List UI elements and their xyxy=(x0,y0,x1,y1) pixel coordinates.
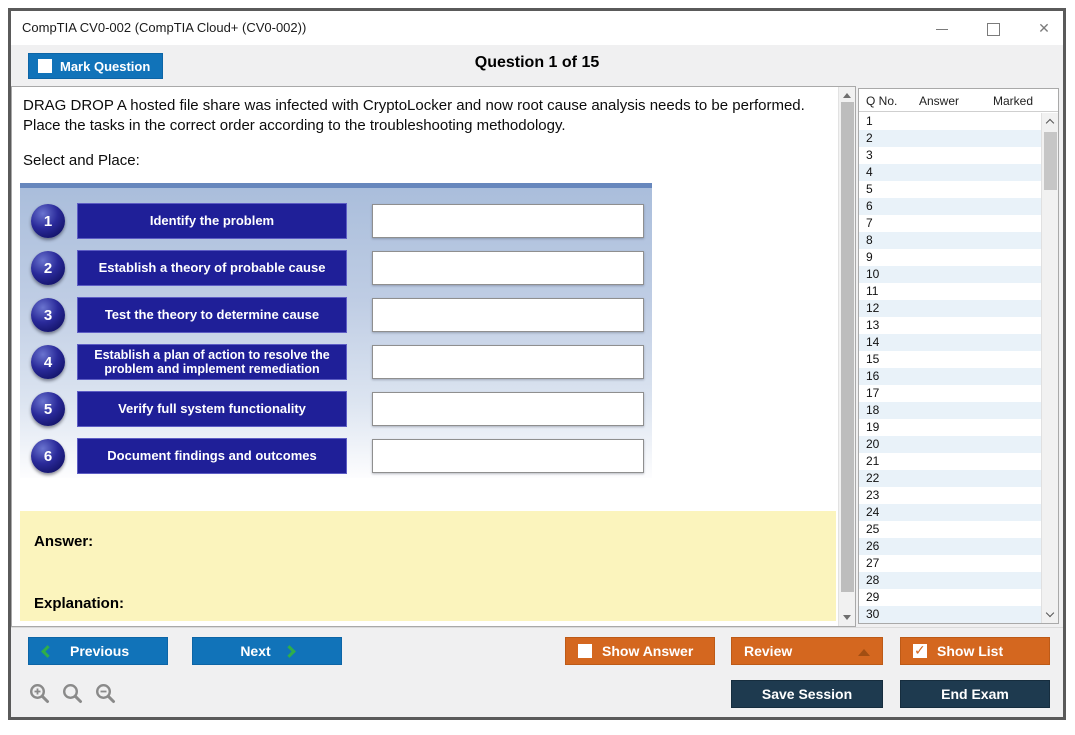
chevron-left-icon xyxy=(41,645,54,658)
question-list-row[interactable] xyxy=(859,487,1041,504)
drop-target[interactable] xyxy=(372,439,644,473)
question-number: 4 xyxy=(866,165,873,179)
previous-button[interactable] xyxy=(28,637,168,665)
drop-target[interactable] xyxy=(372,251,644,285)
drag-drop-row xyxy=(20,344,652,380)
zoom-in-icon[interactable] xyxy=(28,682,52,706)
zoom-reset-icon[interactable] xyxy=(61,682,85,706)
question-list-row[interactable] xyxy=(859,538,1041,555)
window-title: CompTIA CV0-002 (CompTIA Cloud+ (CV0-002)) xyxy=(22,20,307,35)
question-list-row[interactable] xyxy=(859,215,1041,232)
question-counter: Question 1 of 15 xyxy=(474,54,600,71)
item-number-badge: 6 xyxy=(31,439,65,473)
scroll-up-icon[interactable] xyxy=(1046,119,1054,127)
question-list-row[interactable] xyxy=(859,232,1041,249)
question-number: 16 xyxy=(866,369,880,383)
drop-target[interactable] xyxy=(372,345,644,379)
end-exam-label: End Exam xyxy=(941,686,1009,702)
question-list-row[interactable] xyxy=(859,351,1041,368)
item-number-badge: 5 xyxy=(31,392,65,426)
question-number: 19 xyxy=(866,420,880,434)
drop-target[interactable] xyxy=(372,392,644,426)
question-number: 11 xyxy=(866,284,879,298)
drag-drop-row xyxy=(20,438,652,474)
drag-drop-row xyxy=(20,297,652,333)
question-list-scrollbar[interactable] xyxy=(1041,113,1058,623)
question-list-rows xyxy=(859,113,1041,623)
previous-label: Previous xyxy=(70,643,130,659)
question-number: 23 xyxy=(866,488,880,502)
question-number: 3 xyxy=(866,148,873,162)
drag-source-item[interactable]: Verify full system functionality xyxy=(77,391,347,427)
zoom-controls xyxy=(28,682,118,706)
show-list-checkbox[interactable] xyxy=(913,644,927,658)
question-list-row[interactable] xyxy=(859,504,1041,521)
drag-source-item[interactable]: Document findings and outcomes xyxy=(77,438,347,474)
column-header-marked: Marked xyxy=(992,94,1033,108)
question-number: 8 xyxy=(866,233,873,247)
question-number: 21 xyxy=(866,454,880,468)
question-number: 27 xyxy=(866,556,880,570)
show-answer-label: Show Answer xyxy=(602,643,694,659)
question-text: DRAG DROP A hosted file share was infected with CryptoLocker and now root cause analysis needs to be performed. Place the tasks in the correct order according to the troubleshooting methodology. xyxy=(23,97,805,134)
question-number: 9 xyxy=(866,250,873,264)
answer-label: Answer: xyxy=(34,533,94,550)
drag-drop-area xyxy=(20,183,652,478)
question-number: 5 xyxy=(866,182,873,196)
show-list-button[interactable] xyxy=(900,637,1050,665)
explanation-label: Explanation: xyxy=(34,595,125,612)
question-list-row[interactable] xyxy=(859,249,1041,266)
question-list-panel xyxy=(858,88,1059,624)
question-number: 26 xyxy=(866,539,880,553)
select-and-place-label: Select and Place: xyxy=(23,152,140,169)
question-list-row[interactable] xyxy=(859,317,1041,334)
main-area xyxy=(11,86,1063,627)
question-number: 1 xyxy=(866,114,873,128)
column-header-answer: Answer xyxy=(918,94,959,108)
drag-source-item[interactable]: Test the theory to determine cause xyxy=(77,297,347,333)
review-label: Review xyxy=(744,643,793,659)
question-number: 18 xyxy=(866,403,880,417)
question-list-row[interactable] xyxy=(859,419,1041,436)
question-list-row[interactable] xyxy=(859,164,1041,181)
review-dropdown[interactable] xyxy=(731,637,883,665)
mark-question-button[interactable] xyxy=(28,53,163,79)
show-answer-checkbox[interactable] xyxy=(578,644,592,658)
app-window xyxy=(8,8,1066,720)
question-list-row[interactable] xyxy=(859,113,1041,130)
question-list-row[interactable] xyxy=(859,130,1041,147)
drag-source-item[interactable]: Establish a plan of action to resolve the problem and implement remediation xyxy=(77,344,347,380)
item-number-badge: 1 xyxy=(31,204,65,238)
question-list-header xyxy=(859,89,1058,112)
question-number: 7 xyxy=(866,216,873,230)
item-number-badge: 3 xyxy=(31,298,65,332)
mark-question-label: Mark Question xyxy=(60,58,151,74)
question-list-row[interactable] xyxy=(859,470,1041,487)
column-header-qno: Q No. xyxy=(866,94,898,108)
item-number-badge: 2 xyxy=(31,251,65,285)
question-number: 22 xyxy=(866,471,880,485)
question-list-row[interactable] xyxy=(859,385,1041,402)
drag-drop-top-bar xyxy=(20,183,652,188)
question-number: 14 xyxy=(866,335,880,349)
window-controls xyxy=(935,11,1051,45)
question-number: 28 xyxy=(866,573,880,587)
show-answer-button[interactable] xyxy=(565,637,715,665)
question-panel xyxy=(11,86,856,627)
drop-target[interactable] xyxy=(372,204,644,238)
next-label: Next xyxy=(240,643,271,659)
question-number: 2 xyxy=(866,131,873,145)
end-exam-button[interactable] xyxy=(900,680,1050,708)
minimize-icon[interactable] xyxy=(935,21,949,35)
question-number: 17 xyxy=(866,386,880,400)
answer-section xyxy=(20,511,836,621)
question-list-row[interactable] xyxy=(859,181,1041,198)
scroll-up-icon[interactable] xyxy=(843,93,851,98)
question-list-row[interactable] xyxy=(859,606,1041,623)
show-list-label: Show List xyxy=(937,643,1004,659)
question-number: 25 xyxy=(866,522,880,536)
drag-drop-row xyxy=(20,391,652,427)
question-number: 20 xyxy=(866,437,880,451)
question-number: 12 xyxy=(866,301,880,315)
drag-source-item[interactable]: Establish a theory of probable cause xyxy=(77,250,347,286)
close-icon[interactable]: ✕ xyxy=(1038,20,1050,36)
question-number: 15 xyxy=(866,352,880,366)
question-list-row[interactable] xyxy=(859,147,1041,164)
question-list-row[interactable] xyxy=(859,368,1041,385)
scroll-down-icon[interactable] xyxy=(1046,609,1054,617)
scroll-down-icon[interactable] xyxy=(843,615,851,620)
question-list-row[interactable] xyxy=(859,402,1041,419)
question-list-row[interactable] xyxy=(859,266,1041,283)
mark-question-checkbox[interactable] xyxy=(38,59,52,73)
question-list-row[interactable] xyxy=(859,572,1041,589)
next-button[interactable] xyxy=(192,637,342,665)
question-list-row[interactable] xyxy=(859,521,1041,538)
question-number: 29 xyxy=(866,590,880,604)
question-number: 10 xyxy=(866,267,880,281)
question-list-row[interactable] xyxy=(859,283,1041,300)
drop-target[interactable] xyxy=(372,298,644,332)
titlebar xyxy=(11,11,1063,45)
save-session-button[interactable] xyxy=(731,680,883,708)
zoom-out-icon[interactable] xyxy=(94,682,118,706)
question-list-row[interactable] xyxy=(859,300,1041,317)
chevron-right-icon xyxy=(283,645,296,658)
question-number: 24 xyxy=(866,505,880,519)
save-session-label: Save Session xyxy=(761,686,853,702)
question-number: 13 xyxy=(866,318,880,332)
question-list-scrollbar-thumb[interactable] xyxy=(1044,132,1057,190)
question-list-row[interactable] xyxy=(859,436,1041,453)
content-scrollbar-thumb[interactable] xyxy=(841,102,854,592)
triangle-up-icon xyxy=(858,649,870,656)
question-number: 6 xyxy=(866,199,873,213)
drag-source-item[interactable]: Identify the problem xyxy=(77,203,347,239)
question-list-row[interactable] xyxy=(859,198,1041,215)
question-list-row[interactable] xyxy=(859,589,1041,606)
question-number: 30 xyxy=(866,607,880,621)
question-list-row[interactable] xyxy=(859,555,1041,572)
footer-bar xyxy=(11,627,1063,717)
item-number-badge: 4 xyxy=(31,345,65,379)
header-strip xyxy=(11,45,1063,86)
question-list-row[interactable] xyxy=(859,453,1041,470)
drag-drop-row xyxy=(20,203,652,239)
question-list-row[interactable] xyxy=(859,334,1041,351)
content-scrollbar[interactable] xyxy=(838,87,855,626)
drag-drop-row xyxy=(20,250,652,286)
maximize-icon[interactable] xyxy=(986,21,1000,35)
question-text-block xyxy=(23,96,829,171)
